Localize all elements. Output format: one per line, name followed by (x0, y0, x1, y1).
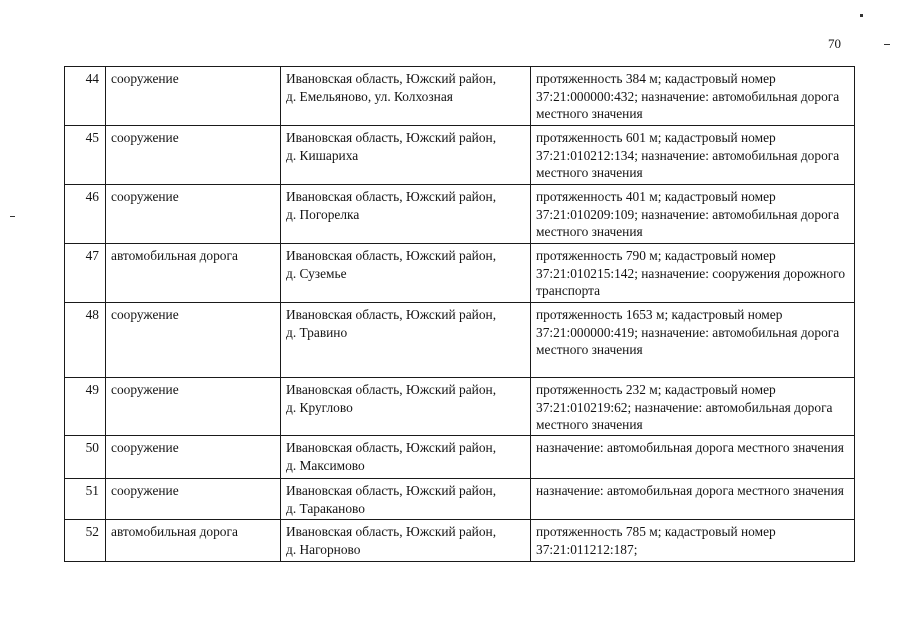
object-type: сооружение (106, 436, 281, 479)
object-description: протяженность 1653 м; кадастровый номер 37:21:000000:419; назначение: автомобильная дорога местного значения (531, 303, 855, 378)
object-address (281, 303, 531, 378)
object-address (281, 67, 531, 126)
table-row (65, 126, 855, 185)
page-number: 70 (828, 36, 841, 51)
address-region: Ивановская область, Южский район, (286, 307, 497, 322)
object-address (281, 520, 531, 562)
row-number: 46 (65, 185, 106, 244)
address-region: Ивановская область, Южский район, (286, 189, 497, 204)
object-description: протяженность 601 м; кадастровый номер 37:21:010212:134; назначение: автомобильная дорога местного значения (531, 126, 855, 185)
table-row (65, 436, 855, 479)
row-number: 52 (65, 520, 106, 562)
scan-dash (884, 44, 890, 45)
address-region: Ивановская область, Южский район, (286, 71, 497, 86)
object-description: протяженность 790 м; кадастровый номер 37:21:010215:142; назначение: сооружения дорожного транспорта (531, 244, 855, 303)
scan-dash (10, 216, 15, 217)
table-row (65, 479, 855, 520)
address-region: Ивановская область, Южский район, (286, 382, 497, 397)
address-region: Ивановская область, Южский район, (286, 524, 497, 539)
object-description: протяженность 401 м; кадастровый номер 37:21:010209:109; назначение: автомобильная дорога местного значения (531, 185, 855, 244)
row-number: 49 (65, 378, 106, 436)
property-table (64, 66, 855, 562)
table-row (65, 244, 855, 303)
address-region: Ивановская область, Южский район, (286, 130, 497, 145)
object-description: назначение: автомобильная дорога местного значения (531, 436, 855, 479)
object-description: протяженность 232 м; кадастровый номер 37:21:010219:62; назначение: автомобильная дорога местного значения (531, 378, 855, 436)
object-type: сооружение (106, 479, 281, 520)
object-type: автомобильная дорога (106, 244, 281, 303)
object-address (281, 378, 531, 436)
object-type: сооружение (106, 378, 281, 436)
address-locality: д. Круглово (286, 399, 353, 415)
address-region: Ивановская область, Южский район, (286, 248, 497, 263)
object-address (281, 436, 531, 479)
table-row (65, 303, 855, 378)
object-address (281, 185, 531, 244)
object-description: протяженность 785 м; кадастровый номер 37:21:011212:187; (531, 520, 855, 562)
object-type: сооружение (106, 126, 281, 185)
row-number: 50 (65, 436, 106, 479)
object-address (281, 244, 531, 303)
address-region: Ивановская область, Южский район, (286, 483, 497, 498)
object-type: сооружение (106, 67, 281, 126)
address-locality: д. Суземье (286, 265, 347, 281)
row-number: 47 (65, 244, 106, 303)
object-type: автомобильная дорога (106, 520, 281, 562)
row-number: 44 (65, 67, 106, 126)
table-row (65, 185, 855, 244)
row-number: 48 (65, 303, 106, 378)
address-locality: д. Максимово (286, 457, 365, 473)
address-locality: д. Травино (286, 324, 348, 340)
address-locality: д. Емельяново, ул. Колхозная (286, 88, 453, 104)
row-number: 45 (65, 126, 106, 185)
object-address (281, 126, 531, 185)
object-type: сооружение (106, 185, 281, 244)
address-locality: д. Нагорново (286, 541, 361, 557)
object-description: протяженность 384 м; кадастровый номер 37:21:000000:432; назначение: автомобильная дорога местного значения (531, 67, 855, 126)
object-address (281, 479, 531, 520)
object-type: сооружение (106, 303, 281, 378)
table-row (65, 67, 855, 126)
address-region: Ивановская область, Южский район, (286, 440, 497, 455)
table-row (65, 520, 855, 562)
address-locality: д. Тараканово (286, 500, 365, 516)
address-locality: д. Погорелка (286, 206, 360, 222)
row-number: 51 (65, 479, 106, 520)
table-row (65, 378, 855, 436)
object-description: назначение: автомобильная дорога местного значения (531, 479, 855, 520)
scan-speck (860, 14, 863, 17)
address-locality: д. Кишариха (286, 147, 359, 163)
